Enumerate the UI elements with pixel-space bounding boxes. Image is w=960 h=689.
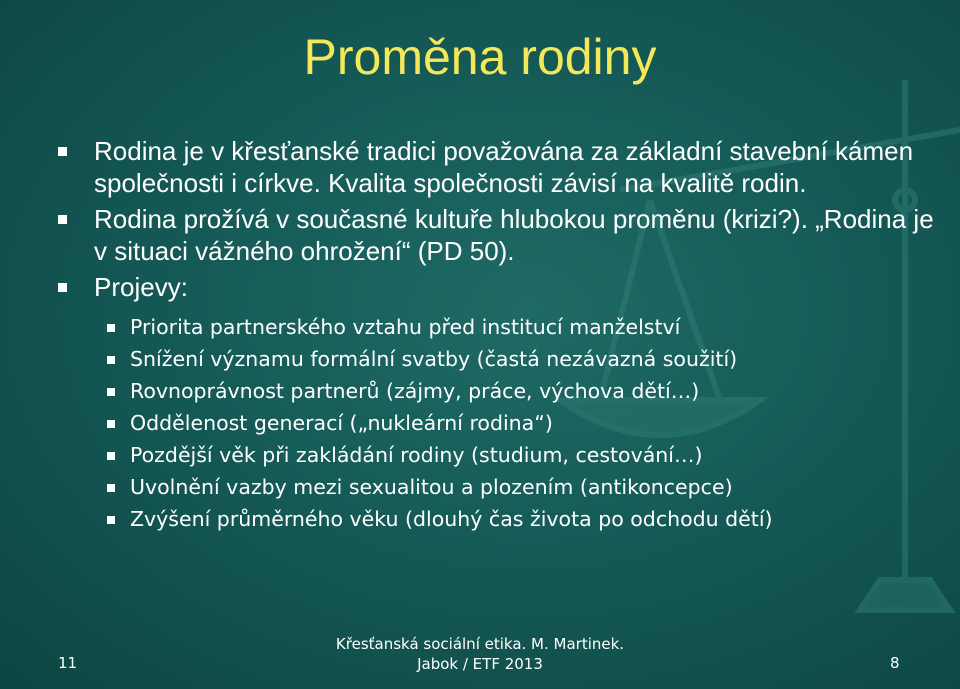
sub-bullet-text: Pozdější věk při zakládání rodiny (studium, cestování…) xyxy=(130,443,703,467)
square-bullet-icon xyxy=(58,147,67,156)
sub-list-item xyxy=(58,503,938,535)
sub-bullet-text: Uvolnění vazby mezi sexualitou a plozením (antikoncepce) xyxy=(130,475,733,499)
square-bullet-icon xyxy=(107,420,115,428)
sub-list-item xyxy=(58,311,938,343)
square-bullet-icon xyxy=(107,516,115,524)
content-list xyxy=(58,135,938,535)
square-bullet-icon xyxy=(107,324,115,332)
sub-bullet-text: Snížení významu formální svatby (častá nezávazná soužití) xyxy=(130,347,738,371)
square-bullet-icon xyxy=(107,452,115,460)
sub-list-item xyxy=(58,343,938,375)
footer-credits xyxy=(0,634,960,674)
square-bullet-icon xyxy=(107,484,115,492)
page-title: Proměna rodiny xyxy=(303,29,657,85)
list-item xyxy=(58,203,938,267)
slide-number-right: 8 xyxy=(890,654,900,672)
sub-bullet-text: Oddělenost generací („nukleární rodina“) xyxy=(130,411,553,435)
sub-bullet-text: Zvýšení průměrného věku (dlouhý čas života po odchodu dětí) xyxy=(130,507,773,531)
footer-line-2: Jabok / ETF 2013 xyxy=(417,655,543,673)
sub-list-item xyxy=(58,439,938,471)
list-item xyxy=(58,271,938,303)
square-bullet-icon xyxy=(107,388,115,396)
sub-bullet-text: Rovnoprávnost partnerů (zájmy, práce, výchova dětí…) xyxy=(130,379,700,403)
sub-bullet-text: Priorita partnerského vztahu před institucí manželství xyxy=(130,315,681,339)
sub-list-item xyxy=(58,407,938,439)
slide-number-left: 11 xyxy=(58,654,78,672)
sub-list-item xyxy=(58,375,938,407)
sub-list-item xyxy=(58,471,938,503)
bullet-text: Rodina je v křesťanské tradici považována za základní stavební kámen společnosti i církve. Kvalita společnosti závisí na kvalitě rodin. xyxy=(94,136,914,198)
square-bullet-icon xyxy=(58,283,67,292)
square-bullet-icon xyxy=(58,215,67,224)
bullet-text: Projevy: xyxy=(94,272,188,302)
footer-line-1: Křesťanská sociální etika. M. Martinek. xyxy=(335,635,625,653)
list-item xyxy=(58,135,938,199)
sub-list xyxy=(58,311,938,535)
square-bullet-icon xyxy=(107,356,115,364)
bullet-text: Rodina prožívá v současné kultuře hlubokou proměnu (krizi?). „Rodina je v situaci vážného ohrožení“ (PD 50). xyxy=(94,204,934,266)
